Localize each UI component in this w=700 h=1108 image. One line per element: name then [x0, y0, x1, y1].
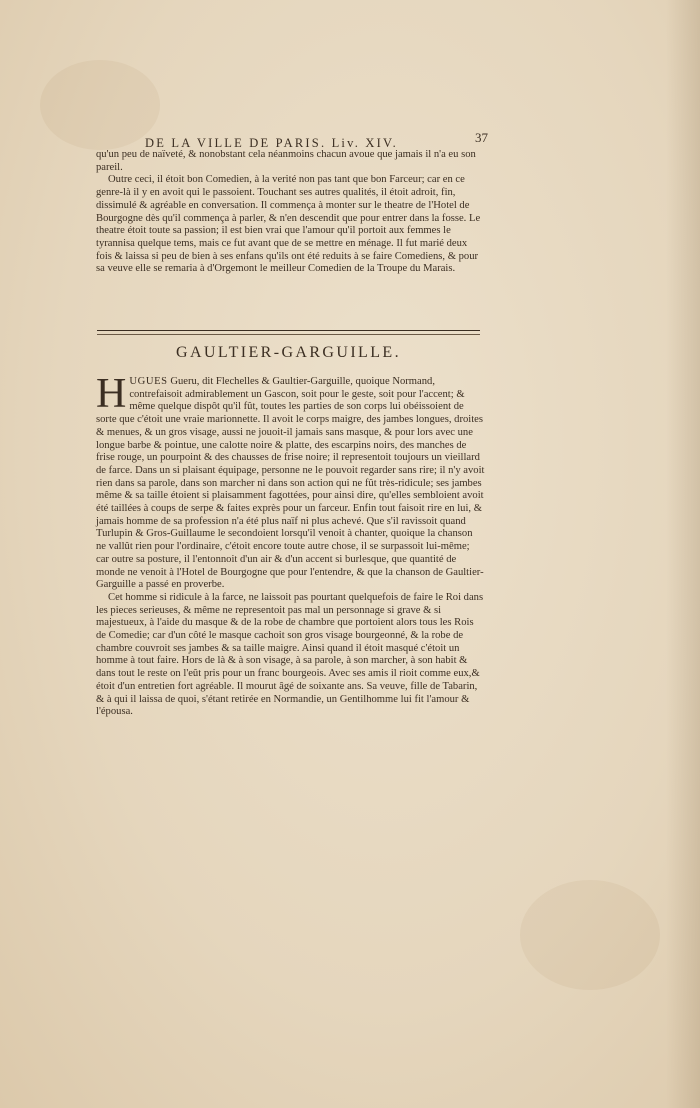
intro-paragraph-2: Outre ceci, il étoit bon Comedien, à la verité non pas tant que bon Farceur; car en ce genre-là il y en avoit qui le passoient. Touchant ses autres qualités, il étoit adroit, fin, dissimulé & agréable en conversation. Il commença à monter sur le theatre de l'Hotel de Bourgogne dès qu'il commença à parler, & n'en descendit que pour entrer dans la fosse. Le theatre étoit toute sa passion; il est bien vrai que l'amour qu'il portoit aux femmes le tyrannisa quelque tems, mais ce fut avant que de se mettre en ménage. Il fut marié deux fois & laissa si peu de bien à ses enfans qu'ils ont été reduits à se faire Comediens, & pour sa veuve elle se remaria à d'Orgemont le meilleur Comedien de la Troupe du Marais.	[96, 174, 481, 275]
first-word: UGUES	[129, 376, 168, 387]
page-number: 37	[475, 130, 488, 145]
article-body	[96, 371, 485, 719]
section-rule-thin	[97, 334, 480, 335]
running-title: DE LA VILLE DE PARIS. Liv. XIV.	[145, 136, 398, 150]
intro-paragraph-1: qu'un peu de naïveté, & nonobstant cela néanmoins chacun avoue que jamais il n'a eu son pareil.	[96, 149, 476, 173]
body-paragraph-1	[96, 371, 485, 592]
section-rule	[97, 330, 480, 331]
drop-cap: H	[96, 371, 127, 417]
body-paragraph-2: Cet homme si ridicule à la farce, ne laissoit pas pourtant quelquefois de faire le Roi dans les pieces serieuses, & même ne representoit pas mal un personnage si grave & si majestueux, à l'aide du masque & de la robe de chambre que portoient alors tous les Rois de Comedie; car d'un côté le masque cachoit son gros visage bourgeonné, & la robe de chambre couvroit ses jambes & sa taille maigre. Ainsi quand il étoit masqué c'étoit un homme à tout faire. Hors de là & à son visage, à sa parole, à son marcher, à son habit & dans tout le reste on l'eût pris pour un franc bourgeois. Avec ses amis il rioit comme eux,& étoit d'un entretien fort agréable. Il mourut âgé de soixante ans. Sa veuve, fille de Tabarin, & à qui il laissa de quoi, s'étant retirée en Normandie, un Gentilhomme lui fit l'amour & l'épousa.	[96, 591, 484, 718]
intro-text	[96, 149, 485, 276]
paper-stain	[40, 60, 160, 150]
page-edge-shadow	[666, 0, 700, 1108]
section-title: GAULTIER-GARGUILLE.	[176, 344, 401, 361]
paper-stain	[520, 880, 660, 990]
body-paragraph-1-text: Gueru, dit Flechelles & Gaultier-Garguille, quoique Normand, contrefaisoit admirablement un Gascon, soit pour le geste, soit pour l'accent; & même quelque dispôt qu'il fût, toutes les parties de son corps lui obéissoient de sorte que c'étoit une vraie marionnette. Il avoit le corps maigre, des jambes longues, droites & menues, & un gros visage, aussi ne jouoit-il jamais sans masque, & pour lors avec une longue barbe & pointue, une calotte noire & platte, des escarpins noirs, des manches de frise rouge, un pourpoint & des chausses de frise noire; il representoit toujours un vieillard de farce. Dans un si plaisant équipage, personne ne le pouvoit regarder sans rire; il n'y avoit rien dans sa parole, dans son marcher ni dans son action qui ne fût très-ridicule; ses jambes même & sa taille étoient si plaisamment fagottées, pour ainsi dire, qu'elles sembloient avoit été taillées à coups de serpe & faites exprès pour un farceur. Enfin tout faisoit rire en lui, & jamais homme de sa profession n'a été plus naïf ni plus achevé. Que s'il ravissoit quand Turlupin & Gros-Guillaume le secondoient lorsqu'il venoit à chanter, quoique la chanson ne vallût rien pour l'ordinaire, c'étoit encore toute autre chose, il se surpassoit lui-même; car outre sa posture, il l'entonnoit d'un air & d'un accent si burlesque, que quantité de monde ne venoit à l'Hotel de Bourgogne que pour l'entendre, & que la chanson de Gaultier-Garguille a passé en proverbe.	[96, 376, 485, 591]
